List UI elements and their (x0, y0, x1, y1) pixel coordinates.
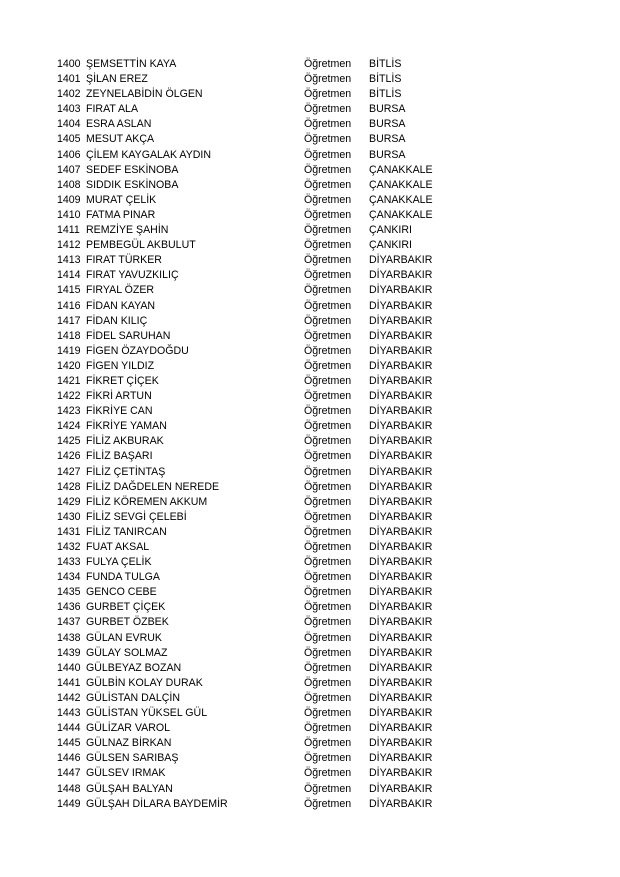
city-label: DİYARBAKIR (369, 269, 433, 282)
person-name: ŞİLAN EREZ (86, 73, 148, 86)
role-label: Öğretmen (304, 435, 352, 448)
person-name: FUNDA TULGA (86, 571, 160, 584)
person-name: GÜLBEYAZ BOZAN (86, 661, 182, 674)
row-number: 1421 (57, 374, 81, 387)
role-label: Öğretmen (304, 163, 352, 176)
person-name: MURAT ÇELİK (86, 193, 157, 206)
city-label: DİYARBAKIR (369, 359, 433, 372)
city-label: DİYARBAKIR (369, 420, 433, 433)
city-label: ÇANKIRI (369, 224, 412, 237)
city-label: DİYARBAKIR (369, 284, 433, 297)
city-label: DİYARBAKIR (369, 465, 433, 478)
list-item (57, 132, 577, 147)
role-label: Öğretmen (304, 571, 352, 584)
role-label: Öğretmen (304, 254, 352, 267)
person-name: GÜLBİN KOLAY DURAK (86, 676, 203, 689)
city-label: ÇANAKKALE (369, 163, 433, 176)
role-label: Öğretmen (304, 284, 352, 297)
city-label: ÇANAKKALE (369, 193, 433, 206)
list-item (57, 631, 577, 646)
list-item (57, 721, 577, 736)
role-label: Öğretmen (304, 495, 352, 508)
list-item (57, 102, 577, 117)
person-name: FİDEL SARUHAN (86, 329, 171, 342)
row-number: 1428 (57, 480, 81, 493)
person-name: REMZİYE ŞAHİN (86, 224, 169, 237)
city-label: DİYARBAKIR (369, 767, 433, 780)
list-item (57, 434, 577, 449)
city-label: BURSA (369, 118, 406, 131)
role-label: Öğretmen (304, 450, 352, 463)
row-number: 1432 (57, 541, 81, 553)
city-label: DİYARBAKIR (369, 722, 433, 735)
row-number: 1439 (57, 646, 81, 659)
list-item (57, 736, 577, 751)
row-number: 1443 (57, 707, 81, 720)
role-label: Öğretmen (304, 299, 352, 312)
row-number: 1412 (57, 239, 81, 252)
list-item (57, 706, 577, 721)
row-number: 1403 (57, 103, 81, 116)
role-label: Öğretmen (304, 752, 352, 765)
city-label: ÇANAKKALE (369, 208, 433, 221)
role-label: Öğretmen (304, 133, 352, 146)
list-item (57, 691, 577, 706)
person-name: FIRAT TÜRKER (86, 254, 162, 267)
list-item (57, 782, 577, 797)
person-name: FİLİZ ÇETİNTAŞ (86, 465, 166, 478)
person-name: GÜLİSTAN DALÇİN (86, 691, 180, 704)
person-name: ZEYNELABİDİN ÖLGEN (86, 88, 203, 101)
teacher-list (57, 57, 577, 812)
list-item (57, 510, 577, 525)
city-label: DİYARBAKIR (369, 390, 433, 403)
person-name: SEDEF ESKİNOBA (86, 163, 179, 176)
row-number: 1404 (57, 118, 81, 131)
city-label: DİYARBAKIR (369, 556, 433, 569)
row-number: 1434 (57, 571, 81, 584)
person-name: GÜLNAZ BİRKAN (86, 737, 172, 750)
city-label: DİYARBAKIR (369, 586, 433, 599)
person-name: ESRA ASLAN (86, 118, 152, 131)
row-number: 1427 (57, 465, 81, 478)
person-name: FİLİZ TANIRCAN (86, 525, 167, 538)
role-label: Öğretmen (304, 239, 352, 252)
role-label: Öğretmen (304, 118, 352, 131)
list-item (57, 661, 577, 676)
role-label: Öğretmen (304, 797, 352, 810)
city-label: DİYARBAKIR (369, 661, 433, 674)
list-item (57, 389, 577, 404)
role-label: Öğretmen (304, 193, 352, 206)
row-number: 1408 (57, 178, 81, 191)
person-name: FİLİZ BAŞARI (86, 450, 153, 463)
list-item (57, 283, 577, 298)
city-label: DİYARBAKIR (369, 525, 433, 538)
role-label: Öğretmen (304, 631, 352, 644)
person-name: ŞEMSETTİN KAYA (86, 58, 177, 70)
row-number: 1424 (57, 420, 81, 433)
role-label: Öğretmen (304, 88, 352, 101)
list-item (57, 555, 577, 570)
row-number: 1444 (57, 722, 81, 735)
person-name: FIRAT YAVUZKILIÇ (86, 269, 179, 282)
role-label: Öğretmen (304, 344, 352, 357)
list-item (57, 374, 577, 389)
row-number: 1441 (57, 676, 81, 689)
person-name: GÜLSEN SARIBAŞ (86, 752, 179, 765)
list-item (57, 570, 577, 585)
role-label: Öğretmen (304, 691, 352, 704)
person-name: GÜLŞAH BALYAN (86, 782, 173, 795)
list-item (57, 480, 577, 495)
list-item (57, 72, 577, 87)
city-label: DİYARBAKIR (369, 797, 433, 810)
list-item (57, 615, 577, 630)
city-label: DİYARBAKIR (369, 435, 433, 448)
role-label: Öğretmen (304, 224, 352, 237)
role-label: Öğretmen (304, 661, 352, 674)
person-name: FİKRİYE CAN (86, 405, 153, 418)
person-name: ÇİLEM KAYGALAK AYDIN (86, 148, 212, 161)
person-name: FİKRET ÇİÇEK (86, 374, 159, 387)
role-label: Öğretmen (304, 73, 352, 86)
city-label: BİTLİS (369, 88, 402, 101)
city-label: DİYARBAKIR (369, 752, 433, 765)
person-name: GENCO CEBE (86, 586, 157, 599)
role-label: Öğretmen (304, 359, 352, 372)
row-number: 1420 (57, 359, 81, 372)
role-label: Öğretmen (304, 737, 352, 750)
city-label: DİYARBAKIR (369, 676, 433, 689)
list-item (57, 268, 577, 283)
city-label: BURSA (369, 133, 406, 146)
city-label: DİYARBAKIR (369, 646, 433, 659)
role-label: Öğretmen (304, 329, 352, 342)
row-number: 1425 (57, 435, 81, 448)
city-label: BURSA (369, 148, 406, 161)
person-name: FİLİZ DAĞDELEN NEREDE (86, 480, 220, 493)
city-label: DİYARBAKIR (369, 299, 433, 312)
role-label: Öğretmen (304, 722, 352, 735)
list-item (57, 676, 577, 691)
role-label: Öğretmen (304, 178, 352, 191)
person-name: GÜLSEV IRMAK (86, 767, 166, 780)
person-name: SIDDIK ESKİNOBA (86, 178, 179, 191)
list-item (57, 525, 577, 540)
row-number: 1423 (57, 405, 81, 418)
role-label: Öğretmen (304, 782, 352, 795)
city-label: DİYARBAKIR (369, 616, 433, 629)
role-label: Öğretmen (304, 208, 352, 221)
role-label: Öğretmen (304, 480, 352, 493)
row-number: 1437 (57, 616, 81, 629)
row-number: 1448 (57, 782, 81, 795)
role-label: Öğretmen (304, 465, 352, 478)
list-item (57, 751, 577, 766)
row-number: 1433 (57, 556, 81, 569)
row-number: 1409 (57, 193, 81, 206)
person-name: MESUT AKÇA (86, 133, 155, 146)
person-name: FİLİZ AKBURAK (86, 435, 164, 448)
role-label: Öğretmen (304, 767, 352, 780)
list-item (57, 465, 577, 480)
role-label: Öğretmen (304, 707, 352, 720)
list-item (57, 359, 577, 374)
role-label: Öğretmen (304, 586, 352, 599)
person-name: FİGEN YILDIZ (86, 359, 155, 372)
role-label: Öğretmen (304, 616, 352, 629)
city-label: DİYARBAKIR (369, 601, 433, 614)
list-item (57, 585, 577, 600)
list-item (57, 57, 577, 72)
person-name: FİDAN KAYAN (86, 299, 156, 312)
city-label: BİTLİS (369, 58, 402, 70)
row-number: 1418 (57, 329, 81, 342)
role-label: Öğretmen (304, 314, 352, 327)
role-label: Öğretmen (304, 556, 352, 569)
row-number: 1442 (57, 691, 81, 704)
list-item (57, 449, 577, 464)
person-name: PEMBEGÜL AKBULUT (86, 239, 196, 252)
city-label: ÇANKIRI (369, 239, 412, 252)
row-number: 1445 (57, 737, 81, 750)
city-label: DİYARBAKIR (369, 495, 433, 508)
list-item (57, 208, 577, 223)
city-label: DİYARBAKIR (369, 707, 433, 720)
list-item (57, 223, 577, 238)
list-item (57, 766, 577, 781)
list-item (57, 329, 577, 344)
row-number: 1417 (57, 314, 81, 327)
row-number: 1446 (57, 752, 81, 765)
row-number: 1414 (57, 269, 81, 282)
row-number: 1449 (57, 797, 81, 810)
city-label: DİYARBAKIR (369, 541, 433, 553)
row-number: 1436 (57, 601, 81, 614)
role-label: Öğretmen (304, 390, 352, 403)
role-label: Öğretmen (304, 58, 352, 70)
row-number: 1440 (57, 661, 81, 674)
row-number: 1435 (57, 586, 81, 599)
person-name: FUAT AKSAL (86, 541, 150, 553)
city-label: BİTLİS (369, 73, 402, 86)
person-name: FATMA PINAR (86, 208, 156, 221)
role-label: Öğretmen (304, 510, 352, 523)
city-label: DİYARBAKIR (369, 737, 433, 750)
role-label: Öğretmen (304, 103, 352, 116)
city-label: DİYARBAKIR (369, 631, 433, 644)
list-item (57, 540, 577, 555)
person-name: FIRYAL ÖZER (86, 284, 155, 297)
role-label: Öğretmen (304, 420, 352, 433)
list-item (57, 193, 577, 208)
list-item (57, 238, 577, 253)
person-name: FIRAT ALA (86, 103, 139, 116)
person-name: FİGEN ÖZAYDOĞDU (86, 344, 189, 357)
person-name: GURBET ÇİÇEK (86, 601, 166, 614)
city-label: ÇANAKKALE (369, 178, 433, 191)
person-name: GÜLİZAR VAROL (86, 722, 170, 735)
person-name: FİKRİ ARTUN (86, 390, 152, 403)
list-item (57, 344, 577, 359)
city-label: DİYARBAKIR (369, 480, 433, 493)
city-label: DİYARBAKIR (369, 691, 433, 704)
person-name: FULYA ÇELİK (86, 556, 152, 569)
city-label: BURSA (369, 103, 406, 116)
person-name: FİKRİYE YAMAN (86, 420, 167, 433)
person-name: GÜLŞAH DİLARA BAYDEMİR (86, 797, 228, 810)
person-name: FİLİZ KÖREMEN AKKUM (86, 495, 208, 508)
row-number: 1429 (57, 495, 81, 508)
role-label: Öğretmen (304, 269, 352, 282)
row-number: 1430 (57, 510, 81, 523)
person-name: GÜLİSTAN YÜKSEL GÜL (86, 707, 208, 720)
list-item (57, 253, 577, 268)
role-label: Öğretmen (304, 525, 352, 538)
list-item (57, 178, 577, 193)
row-number: 1411 (57, 224, 80, 237)
row-number: 1447 (57, 767, 81, 780)
person-name: GÜLAN EVRUK (86, 631, 162, 644)
row-number: 1413 (57, 254, 81, 267)
row-number: 1406 (57, 148, 81, 161)
city-label: DİYARBAKIR (369, 344, 433, 357)
role-label: Öğretmen (304, 676, 352, 689)
person-name: FİDAN KILIÇ (86, 314, 148, 327)
city-label: DİYARBAKIR (369, 254, 433, 267)
row-number: 1416 (57, 299, 81, 312)
city-label: DİYARBAKIR (369, 450, 433, 463)
role-label: Öğretmen (304, 374, 352, 387)
row-number: 1438 (57, 631, 81, 644)
list-item (57, 87, 577, 102)
row-number: 1431 (57, 525, 81, 538)
list-item (57, 419, 577, 434)
city-label: DİYARBAKIR (369, 374, 433, 387)
person-name: GURBET ÖZBEK (86, 616, 169, 629)
city-label: DİYARBAKIR (369, 571, 433, 584)
list-item (57, 600, 577, 615)
list-item (57, 117, 577, 132)
city-label: DİYARBAKIR (369, 782, 433, 795)
list-item (57, 495, 577, 510)
row-number: 1426 (57, 450, 81, 463)
city-label: DİYARBAKIR (369, 510, 433, 523)
row-number: 1410 (57, 208, 81, 221)
list-item (57, 148, 577, 163)
person-name: GÜLAY SOLMAZ (86, 646, 168, 659)
city-label: DİYARBAKIR (369, 314, 433, 327)
role-label: Öğretmen (304, 601, 352, 614)
row-number: 1422 (57, 390, 81, 403)
person-name: FİLİZ SEVGİ ÇELEBİ (86, 510, 187, 523)
role-label: Öğretmen (304, 405, 352, 418)
row-number: 1400 (57, 58, 81, 70)
list-item (57, 314, 577, 329)
row-number: 1405 (57, 133, 81, 146)
row-number: 1401 (57, 73, 81, 86)
city-label: DİYARBAKIR (369, 405, 433, 418)
list-item (57, 797, 577, 812)
list-item (57, 299, 577, 314)
role-label: Öğretmen (304, 148, 352, 161)
row-number: 1415 (57, 284, 81, 297)
list-item (57, 163, 577, 178)
list-item (57, 646, 577, 661)
row-number: 1402 (57, 88, 81, 101)
role-label: Öğretmen (304, 541, 352, 553)
list-item (57, 404, 577, 419)
row-number: 1419 (57, 344, 81, 357)
row-number: 1407 (57, 163, 81, 176)
city-label: DİYARBAKIR (369, 329, 433, 342)
role-label: Öğretmen (304, 646, 352, 659)
